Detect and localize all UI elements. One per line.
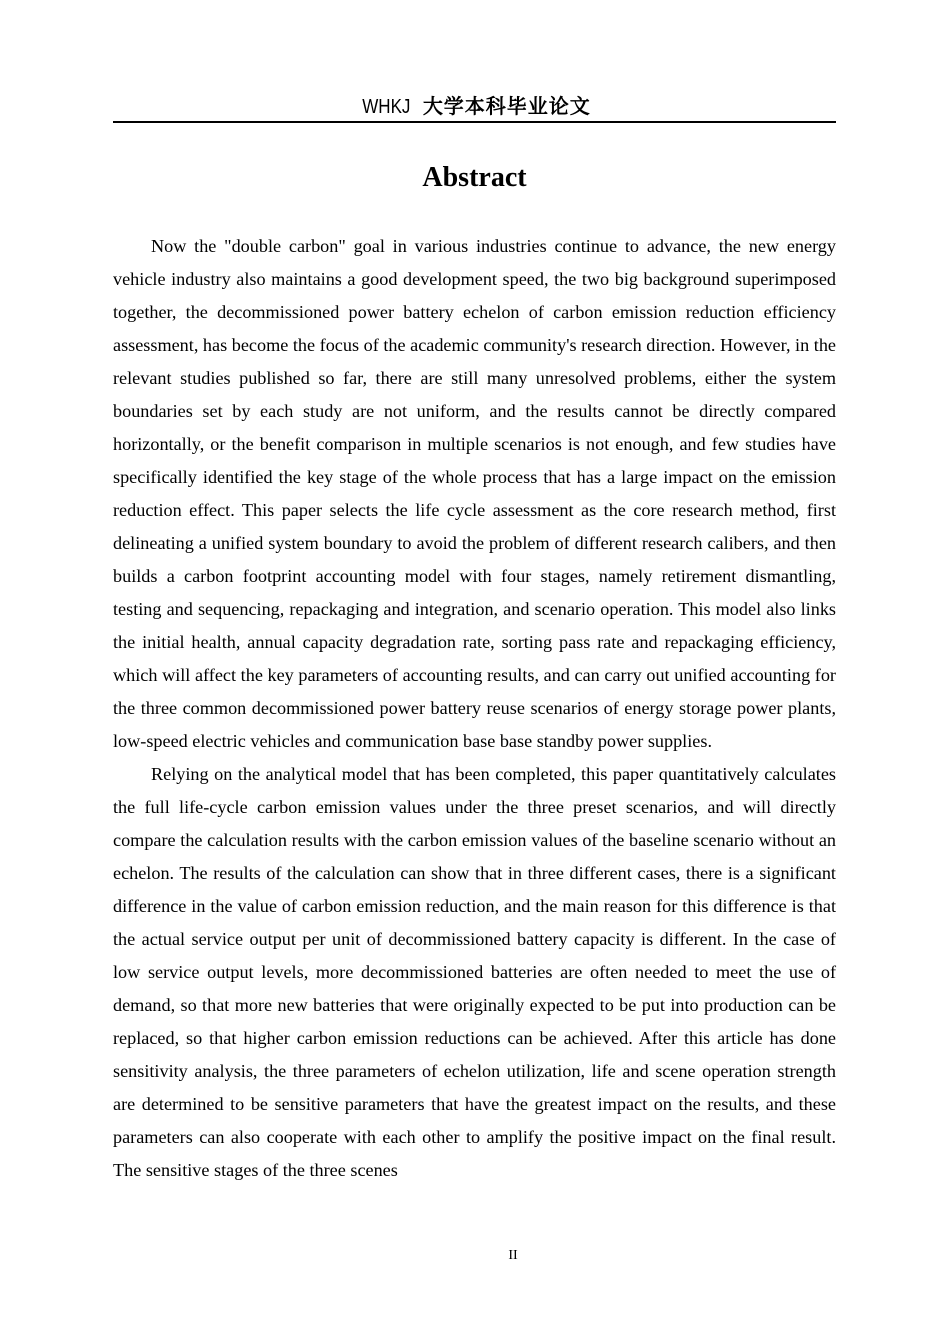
- running-header: [113, 92, 836, 121]
- header-thesis-label: 大学本科毕业论文: [422, 94, 591, 118]
- abstract-paragraph-1: Now the "double carbon" goal in various industries continue to advance, the new energy vehicle industry also maintains a good development speed, the two big background superimposed together, the decommissioned power battery echelon of carbon emission reduction efficiency assessment, has become the focus of the academic community's research direction. However, in the relevant studies published so far, there are still many unresolved problems, either the system boundaries set by each study are not uniform, and the results cannot be directly compared horizontally, or the benefit comparison in multiple scenarios is not enough, and few studies have specifically identified the key stage of the whole process that has a large impact on the emission reduction effect. This paper selects the life cycle assessment as the core research method, first delineating a unified system boundary to avoid the problem of different research calibers, and then builds a carbon footprint accounting model with four stages, namely retirement dismantling, testing and sequencing, repackaging and integration, and scenario operation. This model also links the initial health, annual capacity degradation rate, sorting pass rate and repackaging efficiency, which will affect the key parameters of accounting results, and can carry out unified accounting for the three common decommissioned power battery reuse scenarios of energy storage power plants, low-speed electric vehicles and communication base base standby power supplies.: [113, 236, 836, 751]
- header-university-code: WHKJ: [362, 96, 411, 118]
- abstract-paragraph-2: Relying on the analytical model that has been completed, this paper quantitatively calculates the full life-cycle carbon emission values under the three preset scenarios, and will directly compare the calculation results with the carbon emission values of the baseline scenario without an echelon. The results of the calculation can show that in three different cases, there is a significant difference in the value of carbon emission reduction, and the main reason for this difference is that the actual service output per unit of decommissioned battery capacity is different. In the case of low service output levels, more decommissioned batteries are often needed to meet the use of demand, so that more new batteries that were originally expected to be put into production can be replaced, so that higher carbon emission reductions can be achieved. After this article has done sensitivity analysis, the three parameters of echelon utilization, life and scene operation strength are determined to be sensitive parameters that have the greatest impact on the results, and these parameters can also cooperate with each other to amplify the positive impact on the final result. The sensitive stages of the three scenes: [113, 764, 836, 1180]
- abstract-body: [113, 230, 836, 1187]
- header-rule: [113, 121, 836, 123]
- abstract-title: Abstract: [422, 162, 527, 193]
- page-number: II: [508, 1248, 518, 1263]
